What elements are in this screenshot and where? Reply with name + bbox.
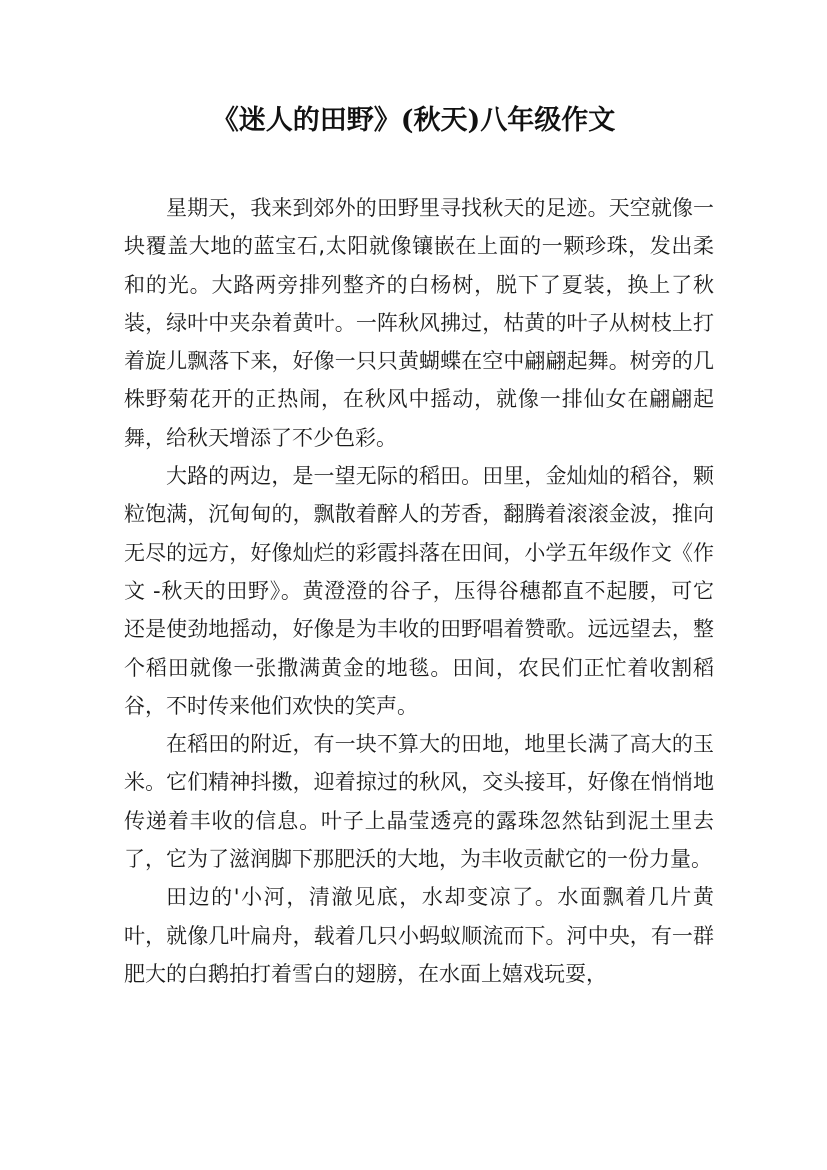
paragraph: 在稻田的附近，有一块不算大的田地，地里长满了高大的玉米。它们精神抖擞，迎着掠过的秋风，交头接耳，好像在悄悄地传递着丰收的信息。叶子上晶莹透亮的露珠忽然钻到泥土里去了，它为了滋润脚下那肥沃的大地，为丰收贡献它的一份力量。 bbox=[124, 732, 714, 872]
paragraph: 田边的'小河，清澈见底，水却变凉了。水面飘着几片黄叶，就像几叶扁舟，载着几只小蚂蚁顺流而下。河中央，有一群肥大的白鹅拍打着雪白的翅膀，在水面上嬉戏玩耍， bbox=[124, 885, 714, 986]
document-title: 《迷人的田野》(秋天)八年级作文 bbox=[211, 105, 616, 136]
document-body bbox=[124, 189, 714, 993]
paragraph: 星期天，我来到郊外的田野里寻找秋天的足迹。天空就像一块覆盖大地的蓝宝石,太阳就像镶嵌在上面的一颗珍珠，发出柔和的光。大路两旁排列整齐的白杨树，脱下了夏装，换上了秋装，绿叶中夹杂着黄叶。一阵秋风拂过，枯黄的叶子从树枝上打着旋儿飘落下来，好像一只只黄蝴蝶在空中翩翩起舞。树旁的几株野菊花开的正热闹，在秋风中摇动，就像一排仙女在翩翩起舞，给秋天增添了不少色彩。 bbox=[124, 196, 714, 450]
paragraph: 大路的两边，是一望无际的稻田。田里，金灿灿的稻谷，颗粒饱满，沉甸甸的，飘散着醉人的芳香，翻腾着滚滚金波，推向无尽的远方，好像灿烂的彩霞抖落在田间，小学五年级作文《作文 -秋天的田野》。黄澄澄的谷子，压得谷穗都直不起腰，可它还是使劲地摇动，好像是为丰收的田野唱着赞歌。远远望去，整个稻田就像一张撒满黄金的地毯。田间，农民们正忙着收割稻谷，不时传来他们欢快的笑声。 bbox=[124, 464, 714, 718]
